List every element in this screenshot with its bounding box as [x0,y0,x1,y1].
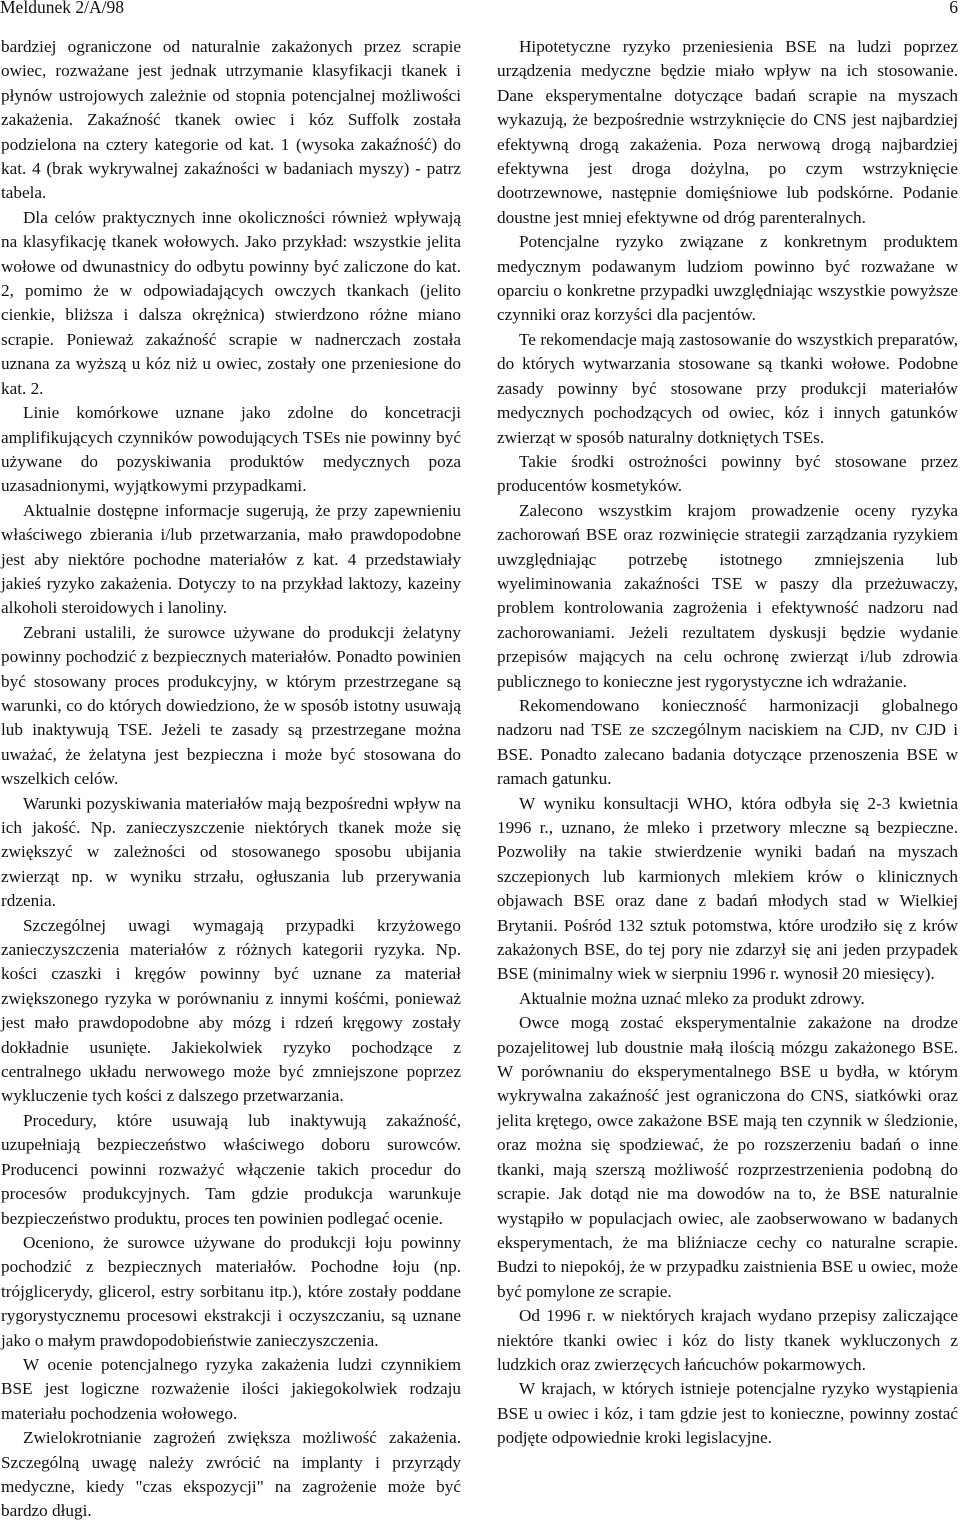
paragraph: Oceniono, że surowce używane do produkcji łoju powinny pochodzić z bezpiecznych materiałów. Pochodne łoju (np. trójglicerydy, glicerol, estry sorbitanu itp.), które zostały poddane rygorystycznemu procesowi ekstrakcji i oczyszczaniu, są uznane jako o małym prawdopodobieństwie zanieczyszczenia. [1,1232,461,1350]
paragraph: Potencjalne ryzyko związane z konkretnym produktem medycznym podawanym ludziom powinno być rozważane w oparciu o konkretne przypadki uwzględniając wszystkie powyższe czynniki oraz korzyści dla pacjentów. [497,232,958,325]
report-title: Meldunek 2/A/98 [0,0,124,17]
paragraph: Te rekomendacje mają zastosowanie do wszystkich preparatów, do których wytwarzania stosowane są tkanki wołowe. Podobne zasady powinny być stosowane przy produkcji materiałów medycznych pochodzących od owiec, kóz i innych gatunków zwierząt w sposób naturalny dotkniętych TSEs. [497,329,958,447]
paragraph: Owce mogą zostać eksperymentalnie zakażone na drodze pozajelitowej lub doustnie małą ilością mózgu zakażonego BSE. W porównaniu do eksperymentalnego BSE u bydła, w którym wykrywalna zakaźność jest ograniczona do CNS, siatkówki oraz jelita krętego, owce zakażone BSE mają ten czynnik w śledzionie, oraz można się spodziewać, że po rozszerzeniu badań o inne tkanki, mają szerszą możliwość rozprzestrzenienia podobną do scrapie. Jak dotąd nie ma dowodów na to, że BSE naturalnie wystąpiło w populacjach owiec, ale zaobserwowano w badanych eksperymentach, że ma bliźniacze cechy co naturalne scrapie. Budzi to niepokój, że w przypadku zaistnienia BSE u owiec, może być pomylone ze scrapie. [497,1013,958,1301]
paragraph: Warunki pozyskiwania materiałów mają bezpośredni wpływ na ich jakość. Np. zanieczyszczenie niektórych tkanek może się zwiększyć w zależności od stosowanego sposobu ubijania zwierząt np. w wyniku strzału, ogłuszania lub przerywania rdzenia. [1,793,461,911]
paragraph: Procedury, które usuwają lub inaktywują zakaźność, uzupełniają bezpieczeństwo właściwego doboru surowców. Producenci powinni rozważyć włączenie takich procedur do procesów produkcyjnych. Tam gdzie produkcja warunkuje bezpieczeństwo produktu, proces ten powinien podlegać ocenie. [1,1110,461,1228]
paragraph: Zebrani ustalili, że surowce używane do produkcji żelatyny powinny pochodzić z bezpiecznych materiałów. Ponadto powinien być stosowany proces produkcyjny, w którym przestrzegane są warunki, co do których dowiedziono, że w sposób istotny usuwają lub inaktywują TSE. Jeżeli te zasady są przestrzegane można uważać, że żelatyna jest bezpieczna i może być stosowana do wszelkich celów. [1,622,461,789]
paragraph: Aktualnie dostępne informacje sugerują, że przy zapewnieniu właściwego zbierania i/lub przetwarzania, mało prawdopodobne jest aby niektóre pochodne materiałów z kat. 4 przedstawiały jakieś ryzyko zakażenia. Dotyczy to na przykład laktozy, kazeiny alkoholi steroidowych i lanoliny. [1,500,461,618]
paragraph: W ocenie potencjalnego ryzyka zakażenia ludzi czynnikiem BSE jest logiczne rozważenie ilości jakiegokolwiek rodzaju materiału pochodzenia wołowego. [1,1354,461,1423]
left-column [1,35,461,1524]
paragraph: Aktualnie można uznać mleko za produkt zdrowy. [519,988,865,1008]
paragraph: Takie środki ostrożności powinny być stosowane przez producentów kosmetyków. [497,451,958,496]
paragraph: bardziej ograniczone od naturalnie zakażonych przez scrapie owiec, rozważane jest jednak utrzymanie klasyfikacji tkanek i płynów ustrojowych zależnie od stopnia potencjalnej możliwości zakażenia. Zakaźność tkanek owiec i kóz Suffolk została podzielona na cztery kategorie od kat. 1 (wysoka zakaźność) do kat. 4 (brak wykrywalnej zakaźności w badaniach myszy) - patrz tabela. [1,37,461,203]
page-number: 6 [949,0,958,17]
paragraph: W krajach, w których istnieje potencjalne ryzyko wystąpienia BSE u owiec i kóz, i tam gdzie jest to konieczne, powinny zostać podjęte odpowiednie kroki legislacyjne. [497,1379,958,1448]
paragraph: Szczególnej uwagi wymagają przypadki krzyżowego zanieczyszczenia materiałów z różnych kategorii ryzyka. Np. kości czaszki i kręgów powinny być uznane za materiał zwiększonego ryzyka w porównaniu z innymi kośćmi, ponieważ jest mało prawdopodobne aby mózg i rdzeń kręgowy zostały dokładnie usunięte. Jakiekolwiek ryzyko pochodzące z centralnego układu nerwowego może być zmniejszone poprzez wykluczenie tych kości z dalszego przetwarzania. [1,915,461,1106]
right-column [497,35,958,1451]
paragraph: W wyniku konsultacji WHO, która odbyła się 2-3 kwietnia 1996 r., uznano, że mleko i przetwory mleczne są bezpieczne. Pozwoliły na takie stwierdzenie wyniki badań na myszach szczepionych lub karmionych mlekiem krów o klinicznych objawach BSE oraz dane z badań młodych stad w Wielkiej Brytanii. Pośród 132 sztuk potomstwa, które urodziło się z krów zakażonych BSE, do tej pory nie zdarzył się ani jeden przypadek BSE (minimalny wiek w sierpniu 1996 r. wynosił 20 miesięcy). [497,793,958,984]
paragraph: Zalecono wszystkim krajom prowadzenie oceny ryzyka zachorowań BSE oraz rozwinięcie strategii zarządzania ryzykiem uwzględniając potrzebę istotnego zmniejszenia lub wyeliminowania zakaźności TSE w paszy dla przeżuwaczy, problem kontrolowania zagrożenia i efektywność nadzoru nad zachorowaniami. Jeżeli rezultatem dyskusji będzie wydanie przepisów mających na celu ochronę zwierząt i/lub zdrowia publicznego to konieczne jest rygorystyczne ich wdrażanie. [497,500,958,691]
paragraph: Od 1996 r. w niektórych krajach wydano przepisy zaliczające niektóre tkanki owiec i kóz do listy tkanek wykluczonych z ludzkich oraz zwierzęcych łańcuchów pokarmowych. [497,1306,958,1374]
paragraph: Hipotetyczne ryzyko przeniesienia BSE na ludzi poprzez urządzenia medyczne będzie miało wpływ na ich stosowanie. Dane eksperymentalne dotyczące badań scrapie na myszach wykazują, że bezpośrednie wstrzyknięcie do CNS jest najbardziej efektywną drogą zakażenia. Poza nerwową drogą najbardziej efektywna jest droga dożylna, po czym wstrzyknięcie dootrzewnowe, następnie domięśniowe lub podskórne. Podanie doustne jest mniej efektywne od dróg parenteralnych. [497,37,958,227]
paragraph: Linie komórkowe uznane jako zdolne do koncetracji amplifikujących czynników powodujących TSEs nie powinny być używane do pozyskiwania produktów medycznych poza uzasadnionymi, wyjątkowymi przypadkami. [1,403,461,496]
paragraph: Zwielokrotnianie zagrożeń zwiększa możliwość zakażenia. Szczególną uwagę należy zwrócić na implanty i przyrządy medyczne, kiedy "czas ekspozycji" na zagrożenie może być bardzo długi. [1,1428,461,1521]
paragraph: Rekomendowano konieczność harmonizacji globalnego nadzoru nad TSE ze szczególnym naciskiem na CJD, nv CJD i BSE. Ponadto zalecano badania dotyczące przenoszenia BSE w ramach gatunku. [497,695,958,789]
page-header [0,0,960,20]
paragraph: Dla celów praktycznych inne okoliczności również wpływają na klasyfikację tkanek wołowych. Jako przykład: wszystkie jelita wołowe od dwunastnicy do odbytu powinny być zaliczone do kat. 2, pomimo że w odpowiadających owczych tkankach (jelito cienkie, bliższa i dalsza okrężnica) stwierdzono różne miano scrapie. Ponieważ zakaźność scrapie w nadnerczach została uznana za wyższą u kóz niż u owiec, zostały one przeniesione do kat. 2. [1,207,461,398]
